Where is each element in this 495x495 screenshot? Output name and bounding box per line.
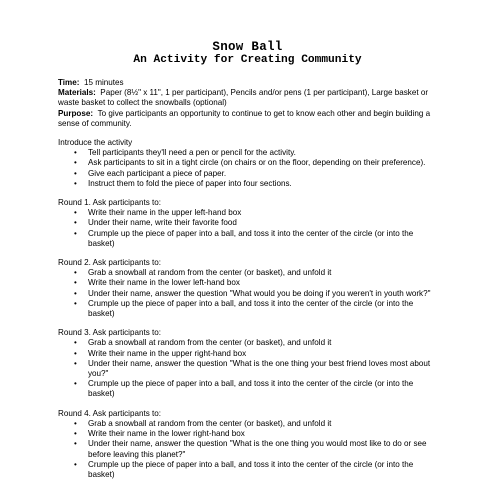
materials-value: Paper (8½" x 11", 1 per participant), Pencils and/or pens (1 per participant), Large basket or waste basket to collect the snowballs (optional): [58, 88, 429, 108]
round-4-section: [58, 409, 437, 480]
list-item: • Write their name in the upper left-hand box: [88, 208, 437, 218]
list-item: • Grab a snowball at random from the center (or basket), and unfold it: [88, 268, 437, 278]
list-item: • Crumple up the piece of paper into a ball, and toss it into the center of the circle (or into the basket): [88, 460, 437, 480]
list-item: • Ask participants to sit in a tight circle (on chairs or on the floor, depending on their preference).: [88, 158, 437, 168]
list-item: • Under their name, answer the question "What is the one thing you would most like to do or see before leaving this planet?": [88, 439, 437, 459]
list-item: • Under their name, answer the question "What would you be doing if you weren't in youth work?": [88, 289, 437, 299]
round-list: [58, 419, 437, 480]
document-title: Snow Ball: [212, 40, 283, 54]
round-list: [58, 338, 437, 399]
round-heading: Round 2. Ask participants to:: [58, 258, 162, 268]
round-heading: Round 4. Ask participants to:: [58, 408, 162, 418]
list-item: • Crumple up the piece of paper into a ball, and toss it into the center of the circle (or into the basket): [88, 379, 437, 399]
materials-line: [58, 88, 437, 108]
list-item: • Tell participants they'll need a pen or pencil for the activity.: [88, 148, 437, 158]
round-heading: Round 3. Ask participants to:: [58, 328, 162, 338]
materials-label: Materials:: [58, 88, 96, 98]
list-item: • Grab a snowball at random from the center (or basket), and unfold it: [88, 419, 437, 429]
round-3-section: [58, 328, 437, 399]
list-item: • Under their name, answer the question "What is the one thing your best friend loves most about you?": [88, 359, 437, 379]
round-list: [58, 268, 437, 319]
time-label: Time:: [58, 78, 80, 87]
list-item: • Crumple up the piece of paper into a ball, and toss it into the center of the circle (or into the basket): [88, 229, 437, 249]
document-subtitle: An Activity for Creating Community: [133, 54, 362, 66]
intro-heading: Introduce the activity: [58, 138, 133, 148]
list-item: • Grab a snowball at random from the center (or basket), and unfold it: [88, 338, 437, 348]
intro-list: [58, 148, 437, 189]
list-item: • Write their name in the lower right-hand box: [88, 429, 437, 439]
intro-section: [58, 138, 437, 189]
round-1-section: [58, 198, 437, 249]
round-2-section: [58, 258, 437, 319]
list-item: • Crumple up the piece of paper into a ball, and toss it into the center of the circle (or into the basket): [88, 299, 437, 319]
time-value: 15 minutes: [83, 78, 124, 87]
time-line: [58, 78, 437, 88]
list-item: • Under their name, write their favorite food: [88, 218, 437, 228]
round-heading: Round 1. Ask participants to:: [58, 198, 162, 208]
list-item: • Give each participant a piece of paper.: [88, 169, 437, 179]
purpose-line: [58, 109, 437, 129]
list-item: • Instruct them to fold the piece of paper into four sections.: [88, 179, 437, 189]
list-item: • Write their name in the lower left-hand box: [88, 278, 437, 288]
activity-meta: [58, 78, 437, 129]
purpose-label: Purpose:: [58, 108, 94, 118]
round-list: [58, 208, 437, 249]
purpose-value: To give participants an opportunity to continue to get to know each other and begin building a sense of community.: [58, 108, 431, 128]
list-item: • Write their name in the upper right-hand box: [88, 349, 437, 359]
